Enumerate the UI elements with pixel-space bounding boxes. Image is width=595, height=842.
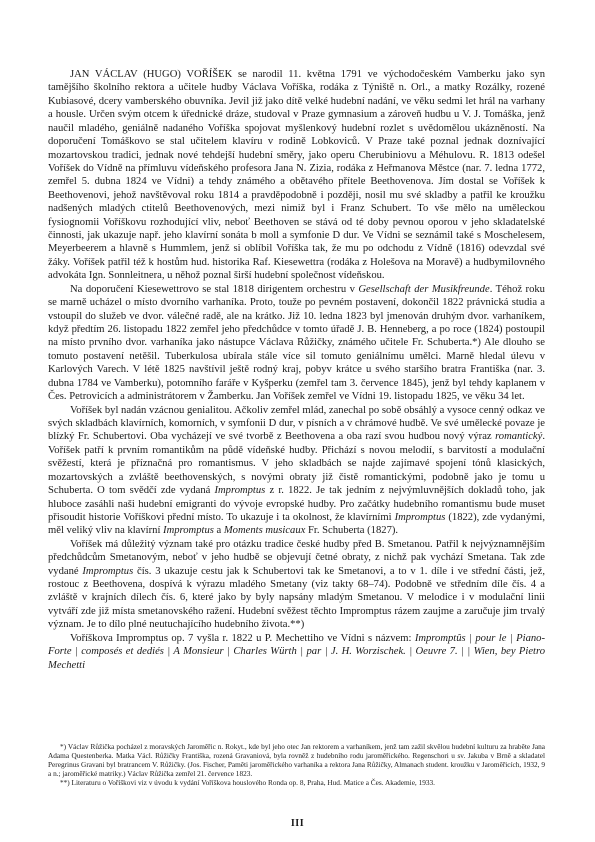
paragraph-text: Voříškova Impromptus op. 7 vyšla r. 1822 u P. Mechettiho ve Vídni s názvem: (70, 632, 415, 644)
paragraph (48, 404, 545, 538)
paragraph-text: Voříšek byl nadán vzácnou genialitou. Ačkoliv zemřel mlád, zanechal po sobě obsáhlý a vysoce cenný odkaz ve svých skladbách klavírních, komorních, v symfonii D dur, v písních a v chrámové hudbě. Ve své umělecké povaze je blízký Fr. Schubertovi. Oba vycházejí ve své tvorbě z Beethovena a oba razí svou hudbou nový výraz (48, 404, 545, 443)
paragraph (48, 538, 545, 632)
paragraph (48, 632, 545, 672)
italic-text: Impromptus (394, 511, 446, 523)
body-text (48, 68, 545, 672)
paragraph-text: . Voříšek patří k prvním romantikům na půdě vídeňské hudby. Přichází s novou melodií, s barvitostí a modulační svěžestí, která je příznačná pro romantismus. V jeho skladbách se najde zajímavé spojení tónů klasických, mozartovských a zvláště beethovenských, s novými obraty již čistě romantickými, podobně jako je tomu u Schuberta. O tom svědčí zde vydaná (48, 431, 545, 497)
page-number: III (290, 818, 305, 829)
footnote: **) Literaturu o Voříškovi viz v úvodu k vydání Voříškova houslového Ronda op. 8, Praha, Hud. Matice a Čes. Akademie, 1933. (60, 778, 435, 788)
italic-text: Impromptus (82, 565, 134, 577)
paragraph-text: Voříšek má důležitý význam také pro otázku tradice české hudby před B. Smetanou. Patřil k nejvýznamnějším předchůdcům Smetanovým, neboť v jeho hudbě se objevují četné obraty, z nichž pak vychází Smetana. Tak zde vydané (48, 538, 545, 577)
paragraph-text: JAN VÁCLAV (HUGO) VOŘÍŠEK se narodil 11. května 1791 ve východočeském Vamberku jako syn tamějšího školního rektora a učitele hudby Václava Voříška, rodáka z Týniště n. Orl., a matky Rozálky, rozené Kubiasové, dcery vamberského obuvníka. Jevil již jako dítě velké hudební nadání, ve věku sedmi let hrál na varhany a housle. Určen svým otcem k úřednické dráze, studoval v Praze gymnasium a zároveň hudbu u V. J. Tomáška, jenž naučil mladého, geniálně nadaného Voříška spojovat myšlenkový hudební rozlet s uvědomělou ukázněností. Na doporučení Tomáškovo se stal učitelem klavíru v rodině Lobkoviců. V Praze také poznal jednak doznívající mozartovskou tradici, jednak nové tehdejší hudební směry, jako operu Cherubiniovu a Méhulovu. R. 1813 odešel Voříšek do Vídně na přímluvu vídeňského profesora Jana N. Zizia, rodáka z Heřmanova Městce (nar. 7. ledna 1772, zemřel 5. dubna 1824 ve Vídni) a tehdy známého a obětavého přítele Beethovenova. Jím dostal se Voříšek k Beethovenovi, jehož navštěvoval roku 1814 a pravděpodobně i později, nosil mu své skladby a patřil ke kroužku nadšených mladých ctitelů Beethovenových, mezi nimiž byl i Franz Schubert. To vše mělo na uměleckou fysiognomii Voříškovu rozhodující vliv, neboť Beethoven se stává od té doby pevnou oporou v jeho skladatelské činnosti, jak ukazuje např. jeho klavírní sonáta b moll a symfonie D dur. Ve Vídni se seznámil také s Moschelesem, Meyerbeerem a hlavně s Hummlem, jenž si oblíbil Voříška tak, že mu po odchodu z Vídně (1816) odevzdal své žáky. Voříšek patřil též k hostům hud. historika Raf. Kiesewettra (rodáka z Holešova na Moravě) a hudbymilovného advokáta Ign. Sonnleitnera, u něhož poznal širší hudební společnost vídeňskou. (48, 69, 545, 282)
paragraph (48, 68, 545, 283)
italic-text: Impromptus (214, 485, 266, 497)
footnotes (48, 742, 545, 787)
paragraph-text: a (213, 525, 224, 537)
italic-text: Gesellschaft der Musikfreunde (358, 283, 490, 295)
italic-text: Impromptus (163, 525, 214, 537)
paragraph-text: (1822), zde vydanými, měl veliký vliv na klavírní (48, 511, 545, 537)
italic-text: Impromptûs | pour le | Piano-Forte | composés et dediés | A Monsieur | Charles Würth | par | J. H. Worzischek. | Oeuvre 7. | | Wien, bey Pietro Mechetti (48, 632, 546, 671)
paragraph-text: . Téhož roku se marně ucházel o místo dvorního varhaníka. Proto, touže po pevném postavení, dokončil 1822 právnická studia a vstoupil do služeb ve dvor. válečné radě, ale na krátko. Již 10. ledna 1823 byl jmenován druhým dvor. varhaníkem, když předtím 26. listopadu 1822 zemřel jeho předchůdce v tomto úřadě J. B. Henneberg, a po roce (1824) postoupil na místo prvního dvor. varhaníka jako nástupce Václava Růžičky, známého učitele Fr. Schuberta.*) Ale dlouho se tomuto postavení netěšil. Tuberkulosa ubírala stále více sil tomuto geniálnímu umělci. Marně hledal úlevu v Karlových Varech. V létě 1825 navštívil ještě rodný kraj, pobyv krátce u svého staršího bratra Františka (nar. 3. dubna 1784 ve Vamberku), potomního faráře v Kyšperku (zemřel tam 3. července 1845), jenž byl tehdy kaplanem v Čes. Petrovicích a administrátorem v Žamberku. Jan Voříšek zemřel ve Vídni 19. listopadu 1825, ve věku 34 let. (48, 283, 545, 403)
paragraph-text: čís. 3 ukazuje cestu jak k Schubertovi tak ke Smetanovi, a to v 1. díle i ve střední části, jež, rostouc z Beethovena, dospívá k výrazu mladého Smetany (viz takty 68–74). Podobně ve středním díle čís. 4 a zvláště v krajních dílech čís. 6, které jako by byly napsány mladým Smetanou. V melodice i v modulační linii vytváří zde již místa smetanovského ražení. Hudební svěžest těchto Impromptus rázem zaujme a zaručuje jim trvalý význam. Je to dílo plné neutuchajícího hudebního života.**) (48, 565, 545, 631)
paragraph-text: Fr. Schuberta (1827). (305, 525, 399, 537)
paragraph-text: z r. 1822. Je tak jedním z nejvýmluvnějších dokladů toho, jak hluboce zasáhli naši hudební emigranti do vývoje evropské hudby. Pro začátky hudebního romantismu bude muset přisoudit historie Voříškovi přední místo. To ukazuje i ta okolnost, že klavírními (48, 485, 545, 523)
footnote: *) Václav Růžička pocházel z moravských Jaroměřic n. Rokyt., kde byl jeho otec Jan rektorem a varhaníkem, jenž tam zažil skvělou hudební kulturu za hraběte Jana Adama Questenberka. Matka Václ. Růžičky Františka, rozená Gravaniová, byla rovněž z hudebního rodu jaroměřického. Regenschori u sv. Jakuba v Brně a skladatel Peregrinus Gravani byl bratrancem V. Růžičky. (Jos. Fischer, Paměti jaroměřického varhaníka a rektora Jana Růžičky, Almanach student. kroužku v Jaroměřicích, 1932, 9 a n.; jaroměřické matriky.) Václav Růžička zemřel 21. července 1823. (48, 742, 545, 779)
italic-text: Moments musicaux (223, 525, 306, 537)
paragraph (48, 283, 545, 404)
paragraph-text: Na doporučení Kiesewettrovo se stal 1818 dirigentem orchestru v (70, 283, 359, 295)
italic-text: romantický (495, 431, 543, 443)
